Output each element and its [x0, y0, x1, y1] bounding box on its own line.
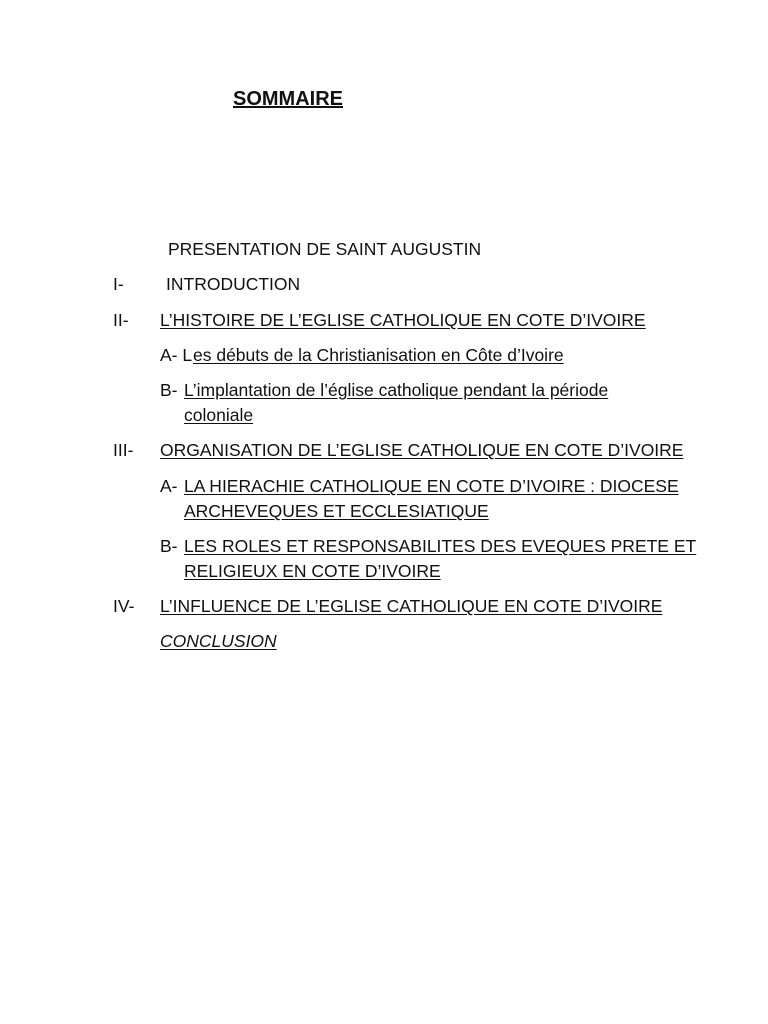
section-2-number: II- — [113, 310, 129, 330]
section-4-title: L’INFLUENCE DE L’EGLISE CATHOLIQUE EN COTE D’IVOIRE — [160, 596, 663, 616]
conclusion-entry: CONCLUSION — [160, 631, 277, 651]
page-title: SOMMAIRE — [233, 88, 343, 110]
section-2b-title-line2: coloniale — [184, 405, 254, 425]
section-2a-letter: A- L — [160, 345, 193, 365]
section-3b-letter: B- — [160, 536, 178, 556]
section-1-title: INTRODUCTION — [166, 274, 301, 294]
section-2b-title-line1: L’implantation de l’église catholique pendant la période — [184, 380, 609, 400]
section-2b-letter: B- — [160, 380, 178, 400]
section-3b-title-line2: RELIGIEUX EN COTE D’IVOIRE — [184, 561, 441, 581]
presentation-entry: PRESENTATION DE SAINT AUGUSTIN — [168, 239, 482, 259]
section-3-title: ORGANISATION DE L’EGLISE CATHOLIQUE EN COTE D’IVOIRE — [160, 440, 684, 460]
section-3b-title-line1: LES ROLES ET RESPONSABILITES DES EVEQUES PRETE ET — [184, 536, 697, 556]
section-4-number: IV- — [113, 596, 135, 616]
section-1-number: I- — [113, 274, 124, 294]
section-3a-title-line2: ARCHEVEQUES ET ECCLESIATIQUE — [184, 501, 489, 521]
section-3a-letter: A- — [160, 476, 178, 496]
section-3-number: III- — [113, 440, 134, 460]
section-2a-title: es débuts de la Christianisation en Côte d’Ivoire — [193, 345, 564, 365]
section-3a-title-line1: LA HIERACHIE CATHOLIQUE EN COTE D’IVOIRE : DIOCESE — [184, 476, 679, 496]
section-2-title: L’HISTOIRE DE L’EGLISE CATHOLIQUE EN COTE D’IVOIRE — [160, 310, 646, 330]
